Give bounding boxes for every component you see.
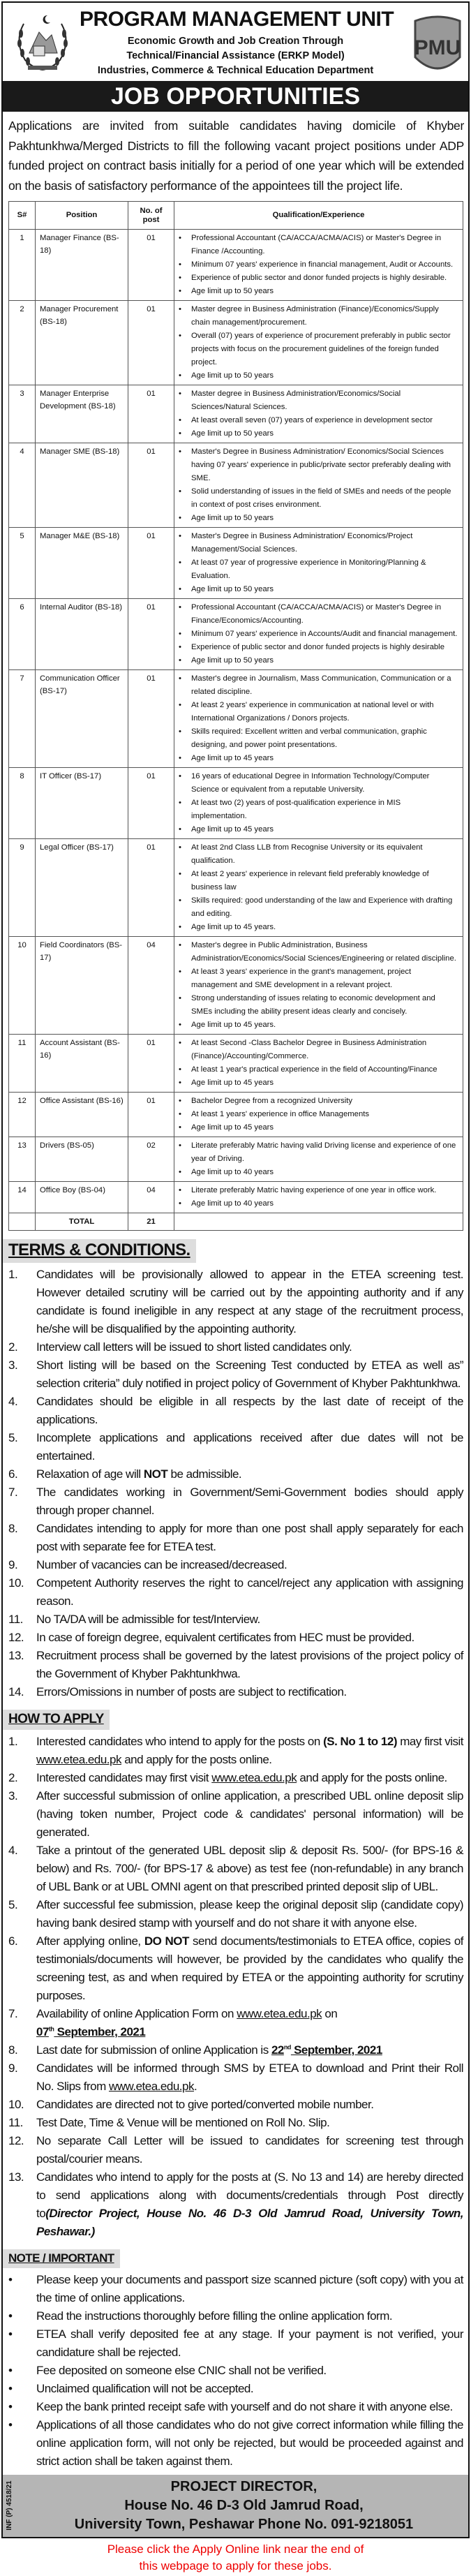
qualification-list bbox=[179, 601, 458, 667]
row-qualifications bbox=[174, 528, 463, 599]
table-row bbox=[9, 230, 463, 301]
row-serial: 9 bbox=[9, 839, 36, 937]
qualification-item: • Strong understanding of issues relating to economic development and SMEs including the ability present ideas clearly and concisely. bbox=[179, 992, 458, 1019]
item-number: 2. bbox=[8, 1340, 18, 1354]
terms-item bbox=[8, 1338, 463, 1356]
apply-online-notice bbox=[1, 2541, 470, 2575]
row-qualifications bbox=[174, 1182, 463, 1213]
terms-item bbox=[8, 1393, 463, 1429]
apply-item bbox=[8, 2059, 463, 2096]
kp-government-emblem-icon bbox=[11, 10, 74, 74]
apply-item bbox=[8, 2005, 463, 2041]
contact-title: PROJECT DIRECTOR, bbox=[170, 2479, 317, 2494]
text-segment: Read the instructions thoroughly before filling the online application form. bbox=[36, 2309, 393, 2323]
table-row bbox=[9, 599, 463, 670]
text-segment: September, 2021 bbox=[54, 2025, 146, 2038]
row-qualifications bbox=[174, 385, 463, 443]
qualification-item: • Master's Degree in Business Administration/ Economics/Project Management/Social Sciences. bbox=[179, 530, 458, 556]
terms-item bbox=[8, 1520, 463, 1556]
how-to-apply-list bbox=[8, 1733, 463, 2241]
row-qualifications bbox=[174, 599, 463, 670]
bullet-icon: • bbox=[8, 2273, 13, 2286]
item-number: 8. bbox=[8, 2043, 18, 2057]
how-to-apply-heading: HOW TO APPLY bbox=[3, 1710, 110, 1730]
table-row bbox=[9, 670, 463, 768]
text-segment: No TA/DA will be admissible for test/Interview. bbox=[36, 1613, 260, 1626]
qualification-item: • Experience of public sector and donor funded projects is highly desirable bbox=[179, 641, 458, 654]
subtitle-line-2: Technical/Financial Assistance (ERKP Model) bbox=[126, 50, 345, 61]
organization-title: PROGRAM MANAGEMENT UNIT bbox=[80, 8, 394, 31]
item-number: 4. bbox=[8, 1395, 18, 1408]
row-serial: 13 bbox=[9, 1137, 36, 1182]
item-number: 2. bbox=[8, 1771, 18, 1784]
total-row bbox=[9, 1213, 463, 1231]
qualification-item: • Age limit up to 45 years bbox=[179, 1076, 458, 1090]
job-opportunities-banner bbox=[3, 81, 468, 112]
row-serial: 8 bbox=[9, 768, 36, 839]
qualification-list bbox=[179, 841, 458, 934]
table-row bbox=[9, 443, 463, 528]
row-post-count: 01 bbox=[128, 385, 174, 443]
terms-item bbox=[8, 1574, 463, 1611]
qualification-item: • Age limit up to 40 years bbox=[179, 1166, 458, 1179]
item-number: 8. bbox=[8, 1522, 18, 1535]
text-segment: Candidates should be eligible in all respects by the last date of receipt of the applications. bbox=[36, 1395, 463, 1426]
table-row bbox=[9, 528, 463, 599]
text-segment: Unclaimed qualification will not be accepted. bbox=[36, 2382, 254, 2395]
text-segment: Candidates will be provisionally allowed to appear in the ETEA screening test. However detailed scrutiny will be carried out by the appointing authority and if any candidate is found ineligible in any respect at any stage of the recruitment process, he/she will be disqualified by the appointing authority. bbox=[36, 1268, 463, 1335]
terms-item bbox=[8, 1611, 463, 1629]
qualification-item: • At least Second -Class Bachelor Degree in Business Administration (Finance)/Accounting/Commerce. bbox=[179, 1037, 458, 1063]
row-position: Manager M&E (BS-18) bbox=[36, 528, 128, 599]
terms-item bbox=[8, 1429, 463, 1465]
text-segment: th bbox=[48, 2025, 54, 2033]
text-segment: 22 bbox=[271, 2043, 284, 2057]
table-row bbox=[9, 768, 463, 839]
row-position: Drivers (BS-05) bbox=[36, 1137, 128, 1182]
terms-list bbox=[8, 1266, 463, 1701]
qualification-item: • Minimum 07 years' experience in financial management, Audit or Accounts. bbox=[179, 258, 458, 272]
text-segment: Candidates intending to apply for more than one post shall apply separately for each post with separate fee for ETEA test. bbox=[36, 1522, 463, 1553]
qualification-item: • Experience of public sector and donor funded projects is highly desirable. bbox=[179, 272, 458, 285]
note-item bbox=[8, 2398, 463, 2416]
row-serial: 11 bbox=[9, 1035, 36, 1093]
qualification-list bbox=[179, 939, 458, 1032]
row-position: Manager Procurement (BS-18) bbox=[36, 301, 128, 385]
text-segment: Please keep your documents and passport size scanned picture (soft copy) with you at the time of online applications. bbox=[36, 2273, 463, 2304]
text-segment: on bbox=[322, 2007, 338, 2020]
qualification-item: • Age limit up to 50 years bbox=[179, 285, 458, 298]
total-label: TOTAL bbox=[36, 1213, 128, 1231]
apply-item bbox=[8, 2041, 463, 2059]
header bbox=[3, 3, 468, 81]
qualification-item: • Overall (07) years of experience of procurement preferably in public sector projects with focus on the procurement guidelines of the foreign funded project. bbox=[179, 330, 458, 369]
text-segment: Candidates will be informed through SMS by ETEA to download and Print their Roll No. Slips from bbox=[36, 2061, 463, 2093]
item-number: 6. bbox=[8, 1467, 18, 1481]
text-segment: Errors/Omissions in number of posts are subject to rectification. bbox=[36, 1685, 347, 1698]
qualification-item: • Literate preferably Matric having valid Driving license and experience of one year of Driving. bbox=[179, 1139, 458, 1166]
item-number: 13. bbox=[8, 1649, 24, 1662]
total-blank bbox=[9, 1213, 36, 1231]
row-qualifications bbox=[174, 230, 463, 301]
item-number: 11. bbox=[8, 1613, 23, 1626]
row-qualifications bbox=[174, 839, 463, 937]
row-serial: 2 bbox=[9, 301, 36, 385]
note-item bbox=[8, 2362, 463, 2380]
qualification-item: • Age limit up to 45 years. bbox=[179, 921, 458, 934]
subtitle-line-1: Economic Growth and Job Creation Through bbox=[127, 36, 344, 47]
item-number: 4. bbox=[8, 1844, 18, 1857]
qualification-list bbox=[179, 445, 458, 525]
table-row bbox=[9, 937, 463, 1035]
item-number: 10. bbox=[8, 2098, 24, 2111]
text-segment: September, 2021 bbox=[290, 2043, 382, 2057]
item-number: 9. bbox=[8, 2061, 18, 2075]
qualification-item: • Master degree in Business Administration/Economics/Social Sciences/Natural Sciences. bbox=[179, 387, 458, 414]
bullet-icon: • bbox=[8, 2400, 13, 2413]
pmu-logo-text: PMU bbox=[414, 36, 461, 59]
note-item bbox=[8, 2271, 463, 2307]
text-segment: The candidates working in Government/Semi-Government bodies should apply through proper channel. bbox=[36, 1486, 463, 1517]
item-number: 5. bbox=[8, 1898, 18, 1911]
item-number: 3. bbox=[8, 1789, 18, 1803]
text-segment: Take a printout of the generated UBL deposit slip & deposit Rs. 500/- (for BPS-16 & below) and Rs. 700/- (for BPS-17 & above) as test fee (non-refundable) in any branch of UBL Bank or at UBL OMNI agent on that prescribed printed deposit slip of UBL. bbox=[36, 1844, 463, 1893]
qualification-item: • Age limit up to 45 years bbox=[179, 823, 458, 836]
row-post-count: 04 bbox=[128, 937, 174, 1035]
notice-line-2: this webpage to apply for these jobs. bbox=[139, 2559, 332, 2573]
apply-item bbox=[8, 2132, 463, 2168]
text-segment: Incomplete applications and applications received after due dates will not be entertained. bbox=[36, 1431, 463, 1463]
etea-website-link[interactable]: www.etea.edu.pk bbox=[211, 1771, 297, 1784]
row-position: Field Coordinators (BS-17) bbox=[36, 937, 128, 1035]
row-post-count: 01 bbox=[128, 599, 174, 670]
row-position: Internal Auditor (BS-18) bbox=[36, 599, 128, 670]
qualification-list bbox=[179, 1037, 458, 1090]
row-post-count: 01 bbox=[128, 839, 174, 937]
qualification-item: • At least 07 year of progressive experience in Monitoring/Planning & Evaluation. bbox=[179, 556, 458, 583]
row-qualifications bbox=[174, 1035, 463, 1093]
ad-reference-number: INF (P) 4518/21 bbox=[6, 2480, 13, 2531]
total-posts: 21 bbox=[128, 1213, 174, 1231]
col-header-posts: No. of post bbox=[128, 202, 174, 230]
row-qualifications bbox=[174, 670, 463, 768]
qualification-item: • Solid understanding of issues in the field of SMEs and needs of the people in context of post crises environment. bbox=[179, 485, 458, 512]
bullet-icon: • bbox=[8, 2418, 13, 2431]
text-segment: Interview call letters will be issued to short listed candidates only. bbox=[36, 1340, 352, 1354]
col-header-position: Position bbox=[36, 202, 128, 230]
text-segment: and apply for the posts online. bbox=[121, 1753, 272, 1766]
row-serial: 12 bbox=[9, 1093, 36, 1137]
row-post-count: 01 bbox=[128, 670, 174, 768]
bullet-icon: • bbox=[8, 2309, 13, 2323]
row-post-count: 01 bbox=[128, 230, 174, 301]
etea-website-link[interactable]: www.etea.edu.pk bbox=[36, 1753, 121, 1766]
row-post-count: 01 bbox=[128, 301, 174, 385]
qualification-item: • Age limit up to 45 years. bbox=[179, 1019, 458, 1032]
text-segment: After successful fee submission, please keep the original deposit slip (candidate copy) having bank desired stamp with yourself and do not share it with anyone else. bbox=[36, 1898, 463, 1930]
item-number: 13. bbox=[8, 2170, 24, 2184]
text-segment: (S. No 1 to 12) bbox=[323, 1735, 397, 1748]
row-serial: 1 bbox=[9, 230, 36, 301]
department-name: Industries, Commerce & Technical Education Department bbox=[97, 65, 374, 76]
row-qualifications bbox=[174, 1137, 463, 1182]
qualification-list bbox=[179, 387, 458, 441]
qualification-item: • Age limit up to 45 years bbox=[179, 752, 458, 765]
qualification-item: • Age limit up to 50 years bbox=[179, 369, 458, 383]
text-segment: Availability of online Application Form on bbox=[36, 2007, 237, 2020]
apply-item bbox=[8, 1769, 463, 1787]
text-segment: Applications of all those candidates who do not give correct information while filling the online application form, will not only be rejected, but would be proceeded against and strict action shall be taken against them. bbox=[36, 2418, 463, 2468]
text-segment: Fee deposited on someone else CNIC shall not be verified. bbox=[36, 2364, 327, 2377]
apply-item bbox=[8, 1896, 463, 1932]
qualification-list bbox=[179, 232, 458, 298]
qualification-item: • Master's degree in Journalism, Mass Communication, Communication or a related discipline. bbox=[179, 672, 458, 699]
text-segment: NOT bbox=[143, 1467, 168, 1481]
contact-phone: University Town, Peshawar Phone No. 091-9218051 bbox=[74, 2517, 414, 2532]
row-position: Manager SME (BS-18) bbox=[36, 443, 128, 528]
qualification-item: • At least 2nd Class LLB from Recognise University or its equivalent qualification. bbox=[179, 841, 458, 868]
item-number: 9. bbox=[8, 1558, 18, 1571]
text-segment: and apply for the posts online. bbox=[297, 1771, 447, 1784]
bullet-icon: • bbox=[8, 2364, 13, 2377]
text-segment: Candidates who intend to apply for the posts at (S. No 13 and 14) are hereby directed to send applications along with documents/credentials through Post directly to bbox=[36, 2170, 463, 2220]
terms-item bbox=[8, 1556, 463, 1574]
terms-item bbox=[8, 1683, 463, 1701]
table-row bbox=[9, 839, 463, 937]
row-post-count: 01 bbox=[128, 1093, 174, 1137]
etea-website-link[interactable]: www.etea.edu.pk bbox=[237, 2007, 322, 2020]
text-segment: Keep the bank printed receipt safe with yourself and do not share it with anyone else. bbox=[36, 2400, 453, 2413]
text-segment: ETEA shall verify deposited fee at any stage. If your payment is not verified, your candidature shall be rejected. bbox=[36, 2327, 463, 2359]
qualification-item: • Age limit up to 50 years bbox=[179, 654, 458, 667]
bullet-icon: • bbox=[8, 2327, 13, 2341]
row-position: Communication Officer (BS-17) bbox=[36, 670, 128, 768]
text-segment: DO NOT bbox=[144, 1934, 189, 1948]
item-number: 1. bbox=[8, 1735, 18, 1748]
text-segment: 07 bbox=[36, 2025, 49, 2038]
apply-item bbox=[8, 2168, 463, 2241]
text-segment: Interested candidates who intend to apply for the posts on bbox=[36, 1735, 324, 1748]
qualification-item: • Age limit up to 50 years bbox=[179, 512, 458, 525]
positions-table bbox=[8, 201, 463, 1231]
qualification-list bbox=[179, 672, 458, 765]
row-position: Account Assistant (BS-16) bbox=[36, 1035, 128, 1093]
text-segment: Candidates are directed not to give ported/converted mobile number. bbox=[36, 2098, 374, 2111]
row-qualifications bbox=[174, 443, 463, 528]
text-segment: send documents/testimonials to ETEA office, copies of testimonials/documents will however, be provided by the candidates who qualify the screening test, as and when required by ETEA or the appointing authority for scrutiny purposes. bbox=[36, 1934, 463, 2002]
row-post-count: 01 bbox=[128, 1035, 174, 1093]
qualification-item: • Age limit up to 45 years bbox=[179, 1121, 458, 1134]
qualification-item: • Age limit up to 50 years bbox=[179, 583, 458, 596]
table-row bbox=[9, 385, 463, 443]
apply-item bbox=[8, 1932, 463, 2005]
row-serial: 3 bbox=[9, 385, 36, 443]
qualification-list bbox=[179, 1139, 458, 1179]
row-qualifications bbox=[174, 301, 463, 385]
text-segment: Last date for submission of online Application is bbox=[36, 2043, 271, 2057]
note-list bbox=[8, 2271, 463, 2471]
qualification-item: • At least 1 years' experience in office Managements bbox=[179, 1108, 458, 1121]
row-position: Legal Officer (BS-17) bbox=[36, 839, 128, 937]
text-segment: No separate Call Letter will be issued to candidates for screening test through postal/courier means. bbox=[36, 2134, 463, 2166]
row-serial: 6 bbox=[9, 599, 36, 670]
apply-item bbox=[8, 2096, 463, 2114]
item-number: 5. bbox=[8, 1431, 18, 1444]
text-segment: After applying online, bbox=[36, 1934, 144, 1948]
text-segment: Number of vacancies can be increased/decreased. bbox=[36, 1558, 287, 1571]
item-number: 7. bbox=[8, 1486, 18, 1499]
row-serial: 7 bbox=[9, 670, 36, 768]
row-post-count: 01 bbox=[128, 528, 174, 599]
text-segment: Competent Authority reserves the right to cancel/reject any application with assigning reason. bbox=[36, 1576, 463, 1608]
banner-text: JOB OPPORTUNITIES bbox=[110, 83, 361, 110]
notice-line-1: Please click the Apply Online link near the end of bbox=[107, 2542, 364, 2556]
contact-footer bbox=[3, 2475, 468, 2537]
apply-item bbox=[8, 2114, 463, 2132]
col-header-qualification: Qualification/Experience bbox=[174, 202, 463, 230]
text-segment: Relaxation of age will bbox=[36, 1467, 144, 1481]
note-item bbox=[8, 2380, 463, 2398]
total-blank bbox=[174, 1213, 463, 1231]
note-item bbox=[8, 2307, 463, 2325]
intro-paragraph: Applications are invited from suitable candidates having domicile of Khyber Pakhtunkhwa/Merged Districts to fill the following vacant project positions under ADP funded project on contract basis initially for a period of one year which will be extended on the basis of satisfactory performance of the appointees till the project life. bbox=[8, 119, 464, 193]
qualification-item: • Master degree in Business Administration (Finance)/Economics/Supply chain management/procurement. bbox=[179, 303, 458, 330]
terms-item bbox=[8, 1465, 463, 1483]
apply-item bbox=[8, 1842, 463, 1896]
row-position: Manager Enterprise Development (BS-18) bbox=[36, 385, 128, 443]
terms-item bbox=[8, 1483, 463, 1520]
table-row bbox=[9, 1093, 463, 1137]
text-segment: may first visit bbox=[397, 1735, 463, 1748]
row-position: Manager Finance (BS-18) bbox=[36, 230, 128, 301]
item-number: 1. bbox=[8, 1268, 18, 1281]
contact-address: House No. 46 D-3 Old Jamrud Road, bbox=[124, 2498, 364, 2513]
text-segment: Recruitment process shall be governed by the latest provisions of the project policy of the Government of Khyber Pakhtunkhwa. bbox=[36, 1649, 463, 1680]
qualification-item: • At least 2 years' experience in relevant field preferably knowledge of business law bbox=[179, 868, 458, 894]
row-qualifications bbox=[174, 1093, 463, 1137]
qualification-item: • Literate preferably Matric having experience of one year in office work. bbox=[179, 1184, 458, 1197]
row-post-count: 01 bbox=[128, 768, 174, 839]
item-number: 14. bbox=[8, 1685, 24, 1698]
apply-item bbox=[8, 1733, 463, 1769]
text-segment: nd bbox=[283, 2043, 291, 2051]
row-serial: 4 bbox=[9, 443, 36, 528]
row-qualifications bbox=[174, 937, 463, 1035]
qualification-item: • Master's Degree in Business Administration/ Economics/Social Sciences having 07 years' experience in public/private sector preferably dealing with SME. bbox=[179, 445, 458, 485]
qualification-list bbox=[179, 303, 458, 383]
text-segment: Test Date, Time & Venue will be mentioned on Roll No. Slip. bbox=[36, 2116, 330, 2129]
advertisement bbox=[1, 1, 470, 2538]
qualification-item: • Age limit up to 40 years bbox=[179, 1197, 458, 1211]
qualification-item: • At least 3 years' experience in the grant's management, project management and SME development in a relevant project. bbox=[179, 965, 458, 992]
note-heading: NOTE / IMPORTANT bbox=[3, 2249, 120, 2268]
table-row bbox=[9, 1035, 463, 1093]
qualification-item: • Master's degree in Public Administration, Business Administration/Economics/Social Sciences/Engineering or related discipline. bbox=[179, 939, 458, 965]
text-segment: In case of foreign degree, equivalent certificates from HEC must be provided. bbox=[36, 1631, 414, 1644]
row-post-count: 02 bbox=[128, 1137, 174, 1182]
item-number: 3. bbox=[8, 1359, 18, 1372]
qualification-item: • Age limit up to 50 years bbox=[179, 427, 458, 441]
qualification-item: • 16 years of educational Degree in Information Technology/Computer Science or equivalent from a reputable University. bbox=[179, 770, 458, 797]
row-post-count: 01 bbox=[128, 443, 174, 528]
terms-heading: TERMS & CONDITIONS. bbox=[3, 1239, 196, 1263]
qualification-item: • Professional Accountant (CA/ACCA/ACMA/ACIS) or Master's Degree in Finance/Economics/Accounting. bbox=[179, 601, 458, 628]
qualification-list bbox=[179, 1184, 458, 1211]
text-segment: be admissible. bbox=[167, 1467, 242, 1481]
text-segment: (Director Project, House No. 46 D-3 Old Jamrud Road, University Town, Peshawar.) bbox=[36, 2207, 463, 2238]
item-number: 12. bbox=[8, 1631, 24, 1644]
qualification-list bbox=[179, 770, 458, 836]
terms-item bbox=[8, 1356, 463, 1393]
qualification-item: • At least 2 years' experience in communication at national level or with International Organizations / Donors projects. bbox=[179, 699, 458, 725]
text-segment: After successful submission of online application, a prescribed UBL online deposit slip (having token number, Project code & candidates' personal information) will be generated. bbox=[36, 1789, 463, 1839]
row-position: Office Boy (BS-04) bbox=[36, 1182, 128, 1213]
item-number: 10. bbox=[8, 1576, 24, 1590]
row-serial: 5 bbox=[9, 528, 36, 599]
row-position: Office Assistant (BS-16) bbox=[36, 1093, 128, 1137]
row-serial: 14 bbox=[9, 1182, 36, 1213]
table-row bbox=[9, 1137, 463, 1182]
bullet-icon: • bbox=[8, 2382, 13, 2395]
table-row bbox=[9, 1182, 463, 1213]
terms-item bbox=[8, 1629, 463, 1647]
row-post-count: 04 bbox=[128, 1182, 174, 1213]
row-qualifications bbox=[174, 768, 463, 839]
qualification-item: • At least overall seven (07) years of experience in development sector bbox=[179, 414, 458, 427]
row-serial: 10 bbox=[9, 937, 36, 1035]
table-row bbox=[9, 301, 463, 385]
pmu-logo-icon bbox=[412, 15, 463, 74]
item-number: 7. bbox=[8, 2007, 18, 2020]
qualification-list bbox=[179, 1095, 458, 1134]
qualification-list bbox=[179, 530, 458, 596]
note-item bbox=[8, 2325, 463, 2362]
qualification-item: • Minimum 07 years' experience in Accounts/Audit and financial management. bbox=[179, 628, 458, 641]
qualification-item: • At least two (2) years of post-qualification experience in MIS implementation. bbox=[179, 797, 458, 823]
apply-item bbox=[8, 1787, 463, 1842]
item-number: 11. bbox=[8, 2116, 23, 2129]
item-number: 12. bbox=[8, 2134, 24, 2147]
terms-item bbox=[8, 1647, 463, 1683]
qualification-item: • Skills required: good understanding of the law and Experience with drafting and editing. bbox=[179, 894, 458, 921]
qualification-item: • Bachelor Degree from a recognized University bbox=[179, 1095, 458, 1108]
text-segment: Short listing will be based on the Screening Test conducted by ETEA as well as” selection criteria” duly notified in project policy of Government of Khyber Pakhtunkhwa. bbox=[36, 1359, 463, 1390]
qualification-item: • Skills required: Excellent written and verbal communication, graphic designing, and power point presentations. bbox=[179, 725, 458, 752]
etea-website-link[interactable]: www.etea.edu.pk bbox=[108, 2080, 194, 2093]
text-segment: . bbox=[193, 2080, 197, 2093]
terms-item bbox=[8, 1266, 463, 1338]
col-header-sn: S# bbox=[9, 202, 36, 230]
text-segment: Interested candidates may first visit bbox=[36, 1771, 212, 1784]
item-number: 6. bbox=[8, 1934, 18, 1948]
qualification-item: • At least 1 year's practical experience in the field of Accounting/Finance bbox=[179, 1063, 458, 1076]
row-position: IT Officer (BS-17) bbox=[36, 768, 128, 839]
qualification-item: • Professional Accountant (CA/ACCA/ACMA/ACIS) or Master's Degree in Finance /Accounting. bbox=[179, 232, 458, 258]
